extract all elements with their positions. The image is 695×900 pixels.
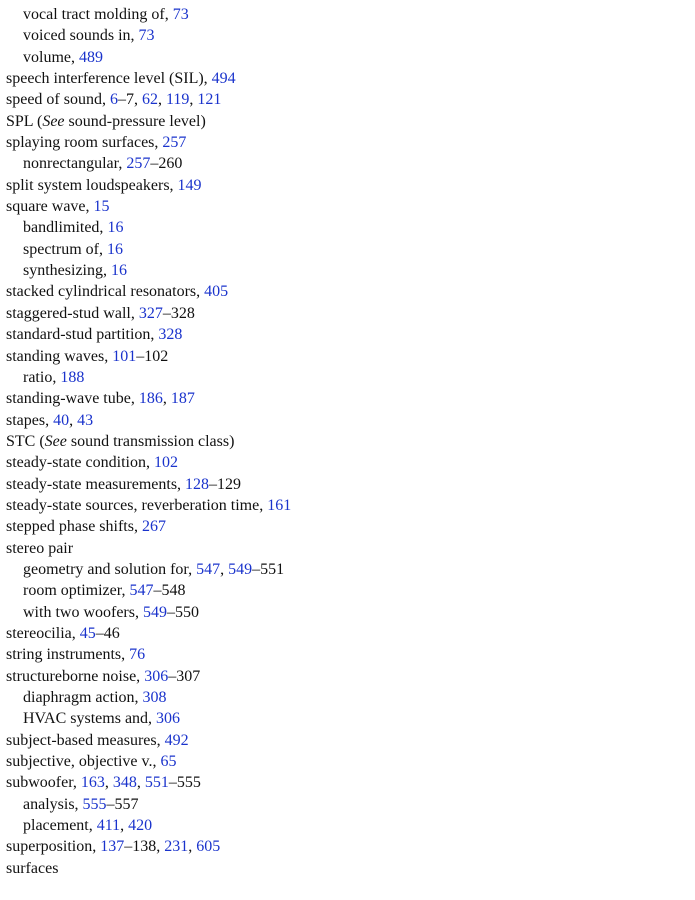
page-link[interactable]: 16 — [111, 262, 127, 280]
page-link[interactable]: 76 — [129, 646, 146, 664]
entry-text: –307 — [168, 667, 201, 685]
entry-text: subject-based measures, — [6, 731, 165, 749]
entry-text: structureborne noise, — [6, 667, 145, 685]
index-entry — [6, 431, 686, 452]
entry-text: –129 — [209, 475, 242, 493]
page-link[interactable]: 45 — [79, 624, 96, 642]
index-entry — [6, 836, 686, 857]
entry-text: spectrum of, — [23, 240, 107, 258]
page-link[interactable]: 420 — [128, 817, 153, 835]
entry-text: placement, — [23, 817, 97, 835]
index-entry — [6, 666, 686, 687]
entry-text: subjective, objective v., — [6, 753, 161, 771]
index-entry — [6, 324, 686, 345]
page-link[interactable]: 73 — [138, 27, 155, 45]
index-subentry — [6, 367, 686, 388]
index-subentry — [6, 4, 686, 25]
index-subentry — [6, 794, 686, 815]
page-link[interactable]: 121 — [197, 91, 222, 109]
index-entry — [6, 538, 686, 559]
entry-text: staggered-stud wall, — [6, 304, 139, 322]
page-link[interactable]: 163 — [80, 774, 105, 792]
index-subentry — [6, 815, 686, 836]
entry-text: splaying room surfaces, — [6, 134, 163, 152]
entry-text: sound transmission class) — [66, 432, 235, 450]
entry-text: sound-pressure level) — [64, 112, 206, 130]
index-entry — [6, 111, 686, 132]
index-entry — [6, 452, 686, 473]
page-link[interactable]: 605 — [196, 838, 221, 856]
entry-text: room optimizer, — [23, 582, 130, 600]
entry-text: ratio, — [23, 368, 61, 386]
page-link[interactable]: 128 — [185, 475, 210, 493]
page-link[interactable]: 62 — [141, 91, 158, 109]
page-link[interactable]: 547 — [196, 560, 221, 578]
index-entry — [6, 516, 686, 537]
index-entry — [6, 751, 686, 772]
entry-text: HVAC systems and, — [23, 710, 157, 728]
index-entry — [6, 644, 686, 665]
page-link[interactable]: 40 — [53, 411, 70, 429]
page-link[interactable]: 6 — [109, 91, 118, 109]
page-link[interactable]: 16 — [107, 219, 124, 237]
entry-text: –550 — [166, 603, 199, 621]
entry-text: , — [189, 91, 198, 109]
index-entry — [6, 175, 686, 196]
index-entry — [6, 132, 686, 153]
index-entry — [6, 89, 686, 110]
page-link[interactable]: 405 — [204, 283, 229, 301]
page-link[interactable]: 489 — [79, 48, 103, 66]
entry-text: –7, — [117, 91, 142, 109]
page-link[interactable]: 73 — [172, 6, 189, 23]
entry-text: –138, — [124, 838, 165, 856]
entry-text: –555 — [168, 774, 201, 792]
entry-text: voiced sounds in, — [23, 27, 139, 45]
index-entry — [6, 346, 686, 367]
entry-text: surfaces — [6, 859, 59, 877]
index-entry — [6, 474, 686, 495]
index-entry — [6, 410, 686, 431]
entry-text: –102 — [136, 347, 169, 365]
page-link[interactable]: 257 — [126, 155, 151, 173]
entry-text: volume, — [23, 48, 79, 66]
index-entry — [6, 730, 686, 751]
page-link[interactable]: 411 — [96, 817, 121, 835]
page-link[interactable]: 137 — [100, 838, 125, 856]
entry-text: nonrectangular, — [23, 155, 127, 173]
entry-text: bandlimited, — [23, 219, 108, 237]
page-link[interactable]: 231 — [164, 838, 189, 856]
entry-text: –260 — [150, 155, 183, 173]
entry-text: stepped phase shifts, — [6, 518, 142, 536]
entry-text: –46 — [95, 624, 120, 642]
page-link[interactable]: 101 — [112, 347, 137, 365]
entry-text: , — [188, 838, 197, 856]
index-subentry — [6, 559, 686, 580]
entry-text: string instruments, — [6, 646, 130, 664]
entry-text: diaphragm action, — [23, 689, 143, 706]
page-link[interactable]: 328 — [158, 326, 183, 344]
entry-text: , — [220, 560, 229, 578]
entry-text: split system loudspeakers, — [6, 176, 178, 194]
entry-text: –557 — [106, 795, 139, 813]
index-subentry — [6, 602, 686, 623]
page-link[interactable]: 161 — [267, 496, 292, 514]
page-link[interactable]: 119 — [165, 91, 190, 109]
entry-text: analysis, — [23, 795, 83, 813]
page-link[interactable]: 65 — [160, 753, 177, 771]
entry-text: , — [69, 411, 78, 429]
entry-text: standard-stud partition, — [6, 326, 159, 344]
see-reference-text: See — [44, 432, 67, 450]
index-subentry — [6, 687, 686, 708]
page-link[interactable]: 306 — [156, 710, 181, 728]
index-subentry — [6, 25, 686, 46]
index-entry — [6, 623, 686, 644]
entry-text: steady-state sources, reverberation time, — [6, 496, 268, 514]
index-entry — [6, 303, 686, 324]
page-link[interactable]: 43 — [77, 411, 94, 429]
index-subentry — [6, 260, 686, 281]
entry-text: , — [104, 774, 113, 792]
entry-text: speed of sound, — [6, 91, 110, 109]
page-link[interactable]: 308 — [142, 689, 167, 706]
entry-text: , — [157, 91, 166, 109]
entry-text: speech interference level (SIL), — [6, 70, 212, 88]
entry-text: with two woofers, — [23, 603, 143, 621]
entry-text: steady-state condition, — [6, 454, 154, 472]
page-link[interactable]: 267 — [141, 518, 166, 536]
page-link[interactable]: 16 — [106, 240, 123, 258]
page-link[interactable]: 327 — [138, 304, 163, 322]
entry-text: standing-wave tube, — [6, 390, 139, 408]
entry-text: STC ( — [6, 432, 45, 450]
page-link[interactable]: 549 — [228, 560, 253, 578]
entry-text: stereo pair — [6, 539, 74, 557]
page-link[interactable]: 549 — [142, 603, 167, 621]
index-subentry — [6, 580, 686, 601]
index-page — [6, 4, 686, 879]
page-link[interactable]: 555 — [82, 795, 107, 813]
page-link[interactable]: 188 — [60, 368, 85, 386]
entry-text: –551 — [252, 560, 285, 578]
entry-text: steady-state measurements, — [6, 475, 186, 493]
index-entry — [6, 772, 686, 793]
entry-text: –548 — [153, 582, 186, 600]
entry-text: superposition, — [6, 838, 101, 856]
entry-text: , — [136, 774, 145, 792]
entry-text: vocal tract molding of, — [23, 6, 173, 23]
index-entry — [6, 68, 686, 89]
entry-text: subwoofer, — [6, 774, 81, 792]
page-link[interactable]: 187 — [170, 390, 195, 408]
page-link[interactable]: 257 — [162, 134, 187, 152]
page-link[interactable]: 15 — [93, 198, 110, 216]
entry-text: synthesizing, — [23, 262, 111, 280]
entry-text: , — [120, 817, 129, 835]
entry-text: stapes, — [6, 411, 54, 429]
index-entry — [6, 858, 686, 879]
index-entry — [6, 196, 686, 217]
entry-text: –328 — [162, 304, 195, 322]
index-subentry — [6, 708, 686, 729]
index-entry — [6, 281, 686, 302]
entry-text: , — [162, 390, 171, 408]
page-link[interactable]: 551 — [144, 774, 169, 792]
entry-text: SPL ( — [6, 112, 43, 130]
entry-text: geometry and solution for, — [23, 560, 197, 578]
page-link[interactable]: 547 — [129, 582, 154, 600]
index-subentry — [6, 47, 686, 68]
index-subentry — [6, 217, 686, 238]
index-subentry — [6, 153, 686, 174]
entry-text: square wave, — [6, 198, 94, 216]
entry-text: standing waves, — [6, 347, 113, 365]
page-link[interactable]: 306 — [144, 667, 169, 685]
page-link[interactable]: 348 — [112, 774, 137, 792]
index-subentry — [6, 239, 686, 260]
page-link[interactable]: 102 — [153, 454, 178, 472]
index-entry — [6, 388, 686, 409]
see-reference-text: See — [42, 112, 65, 130]
page-link[interactable]: 494 — [211, 70, 236, 88]
page-link[interactable]: 186 — [138, 390, 163, 408]
index-entry — [6, 495, 686, 516]
entry-text: stereocilia, — [6, 624, 80, 642]
page-link[interactable]: 149 — [177, 176, 202, 194]
page-link[interactable]: 492 — [164, 731, 189, 749]
entry-text: stacked cylindrical resonators, — [6, 283, 205, 301]
